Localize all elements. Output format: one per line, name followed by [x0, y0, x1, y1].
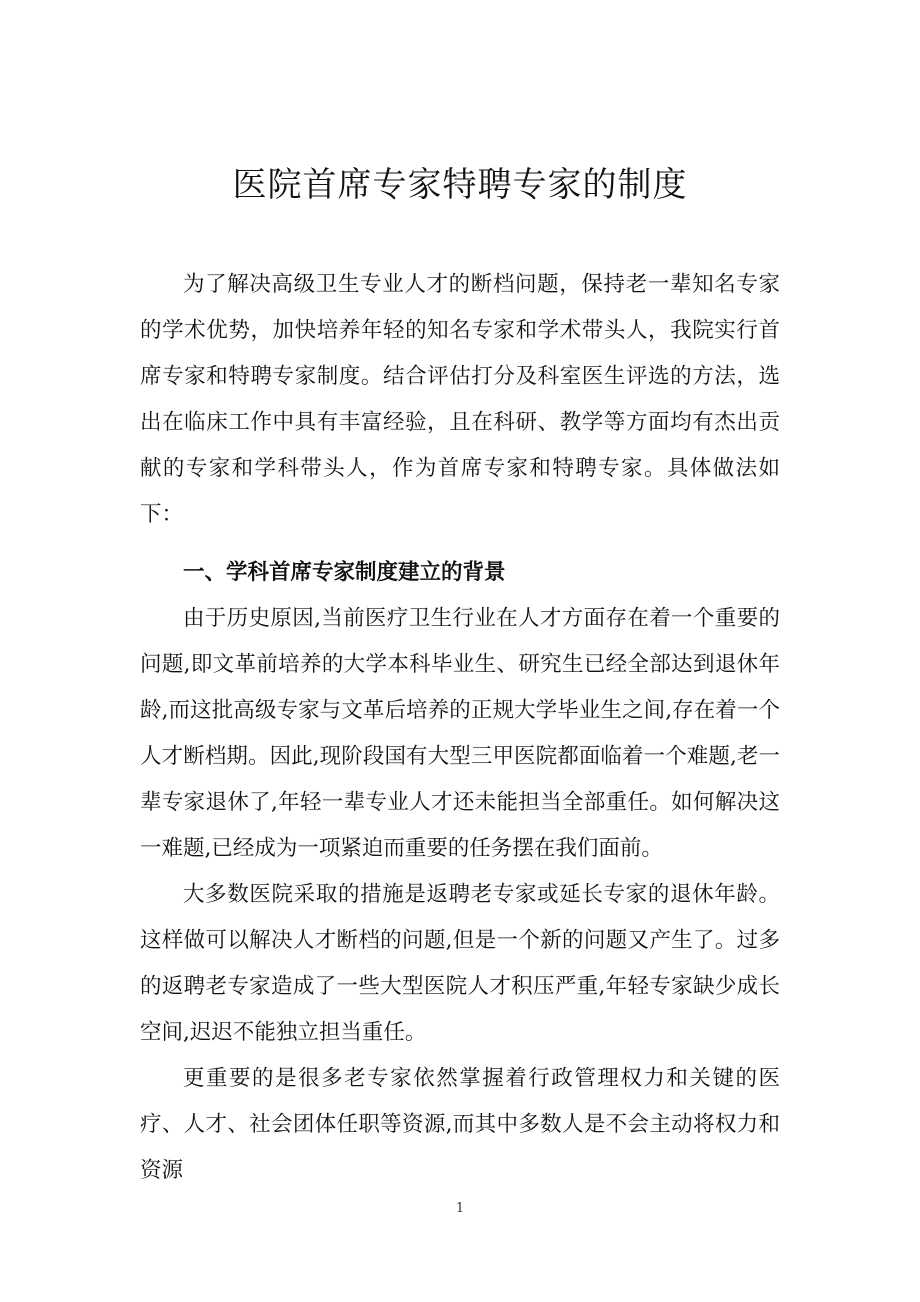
body-paragraph: 大多数医院采取的措施是返聘老专家或延长专家的退休年龄。这样做可以解决人才断档的问题,但是一个新的问题又产生了。过多的返聘老专家造成了一些大型医院人才积压严重,年轻专家缺少成长空间,迟迟不能独立担当重任。 — [140, 882, 780, 1045]
section-background — [140, 550, 780, 1194]
document-title: 医院首席专家特聘专家的制度 — [232, 165, 688, 205]
intro-section — [140, 262, 780, 538]
body-paragraph: 由于历史原因,当前医疗卫生行业在人才方面存在着一个重要的问题,即文革前培养的大学本科毕业生、研究生已经全部达到退休年龄,而这批高级专家与文革后培养的正规大学毕业生之间,存在着一个人才断档期。因此,现阶段国有大型三甲医院都面临着一个难题,老一辈专家退休了,年轻一辈专业人才还未能担当全部重任。如何解决这一难题,已经成为一项紧迫而重要的任务摆在我们面前。 — [140, 606, 780, 861]
section-heading: 一、学科首席专家制度建立的背景 — [183, 560, 506, 585]
body-paragraph: 更重要的是很多老专家依然掌握着行政管理权力和关键的医疗、人才、社会团体任职等资源,而其中多数人是不会主动将权力和资源 — [140, 1066, 780, 1183]
intro-paragraph: 为了解决高级卫生专业人才的断档问题，保持老一辈知名专家的学术优势，加快培养年轻的知名专家和学术带头人，我院实行首席专家和特聘专家制度。结合评估打分及科室医生评选的方法，选出在临床工作中具有丰富经验，且在科研、教学等方面均有杰出贡献的专家和学科带头人，作为首席专家和特聘专家。具体做法如下： — [140, 272, 780, 527]
page-number: 1 — [455, 1201, 465, 1216]
